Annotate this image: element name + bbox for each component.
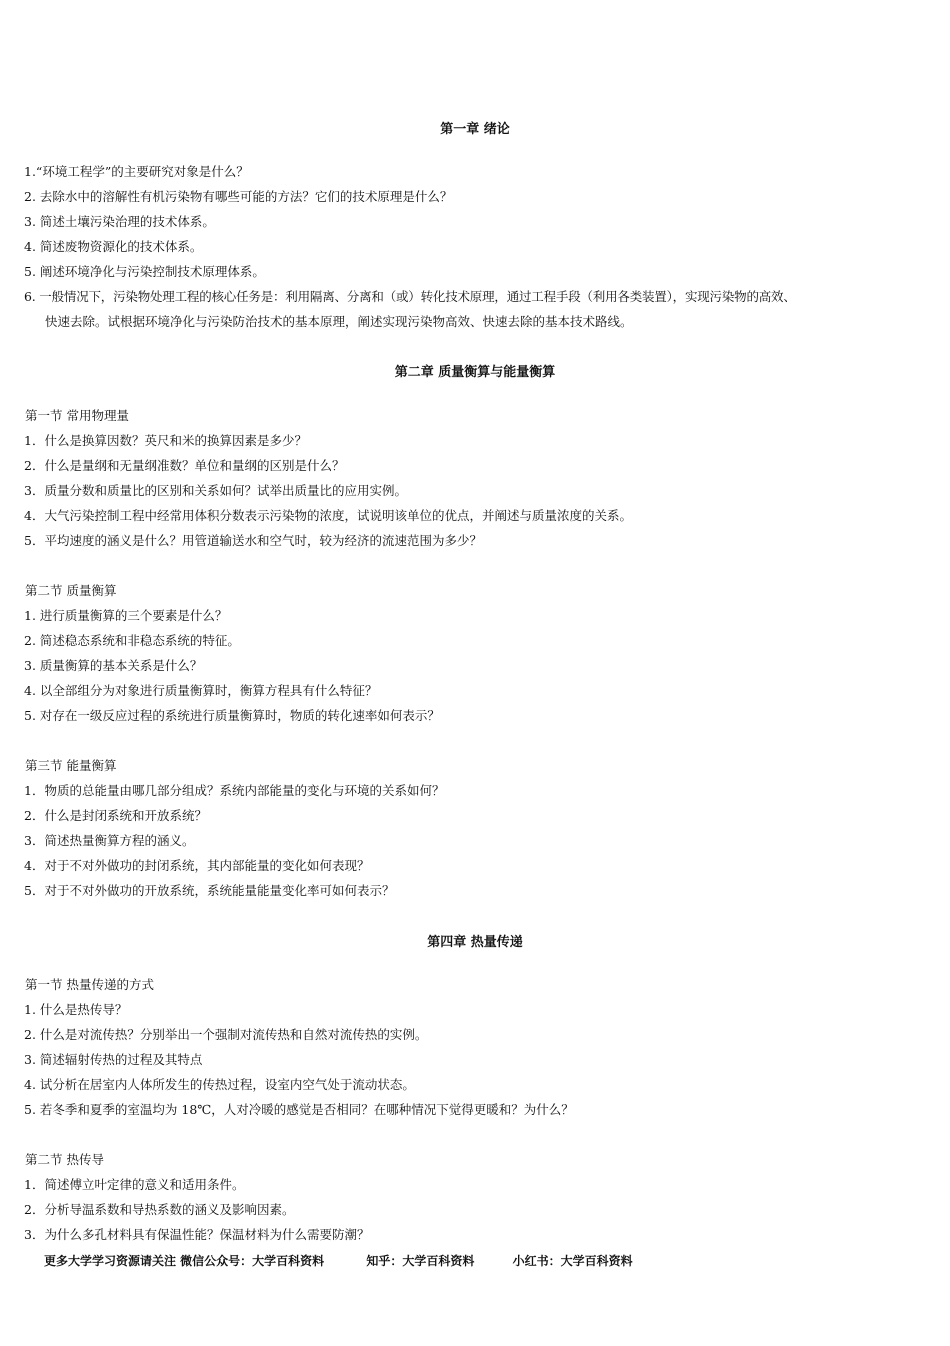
question-item: 3．质量分数和质量比的区别和关系如何？试举出质量比的应用实例。	[24, 483, 407, 498]
question-item: 2. 简述稳态系统和非稳态系统的特征。	[24, 633, 240, 648]
question-item: 1. 进行质量衡算的三个要素是什么？	[24, 608, 228, 623]
question-item: 3. 质量衡算的基本关系是什么？	[24, 658, 203, 673]
question-item: 2. 去除水中的溶解性有机污染物有哪些可能的方法？它们的技术原理是什么？	[24, 189, 453, 204]
question-item: 2．什么是封闭系统和开放系统？	[24, 808, 207, 823]
section-title: 第三节 能量衡算	[25, 758, 117, 773]
footer-wechat: 更多大学学习资源请关注 微信公众号：大学百科资料	[44, 1254, 325, 1268]
chapter-title: 第四章 热量传递	[427, 935, 523, 950]
chapter-title: 第二章 质量衡算与能量衡算	[394, 365, 556, 380]
question-item-continued: 快速去除。试根据环境净化与污染防治技术的基本原理，阐述实现污染物高效、快速去除的基本技术路线。	[45, 314, 633, 329]
section-title: 第一节 热量传递的方式	[25, 977, 154, 992]
question-item: 3. 简述土壤污染治理的技术体系。	[24, 214, 215, 229]
footer-zhihu: 知乎：大学百科资料	[366, 1254, 475, 1268]
question-item: 5．对于不对外做功的开放系统，系统能量能量变化率可如何表示？	[24, 883, 395, 898]
question-item: 5. 对存在一级反应过程的系统进行质量衡算时，物质的转化速率如何表示？	[24, 708, 440, 723]
question-item: 3. 简述辐射传热的过程及其特点	[24, 1052, 203, 1067]
question-item: 5. 若冬季和夏季的室温均为 18℃，人对冷暖的感觉是否相同？在哪种情况下觉得更暖和？为什么？	[24, 1102, 574, 1117]
question-item: 5．平均速度的涵义是什么？用管道输送水和空气时，较为经济的流速范围为多少？	[24, 533, 482, 548]
question-item: 4．大气污染控制工程中经常用体积分数表示污染物的浓度，试说明该单位的优点，并阐述与质量浓度的关系。	[24, 508, 632, 523]
question-item: 4. 试分析在居室内人体所发生的传热过程，设室内空气处于流动状态。	[24, 1077, 415, 1092]
question-item: 5. 阐述环境净化与污染控制技术原理体系。	[24, 264, 265, 279]
chapter-title: 第一章 绪论	[440, 122, 510, 137]
question-item: 1．物质的总能量由哪几部分组成？系统内部能量的变化与环境的关系如何？	[24, 783, 445, 798]
question-item: 6. 一般情况下，污染物处理工程的核心任务是：利用隔离、分离和（或）转化技术原理，通过工程手段（利用各类装置），实现污染物的高效、	[24, 289, 796, 304]
question-item: 4．对于不对外做功的封闭系统，其内部能量的变化如何表现？	[24, 858, 370, 873]
question-item: 2．什么是量纲和无量纲准数？单位和量纲的区别是什么？	[24, 458, 345, 473]
section-title: 第二节 热传导	[25, 1152, 104, 1167]
question-item: 2．分析导温系数和导热系数的涵义及影响因素。	[24, 1202, 295, 1217]
question-item: 1．什么是换算因数？英尺和米的换算因素是多少？	[24, 433, 307, 448]
section-title: 第二节 质量衡算	[25, 583, 117, 598]
section-title: 第一节 常用物理量	[25, 408, 129, 423]
question-item: 4. 简述废物资源化的技术体系。	[24, 239, 203, 254]
footer-xiaohongshu: 小红书：大学百科资料	[512, 1254, 633, 1268]
question-item: 2. 什么是对流传热？分别举出一个强制对流传热和自然对流传热的实例。	[24, 1027, 428, 1042]
question-item: 1.“环境工程学”的主要研究对象是什么？	[24, 164, 249, 179]
question-item: 4. 以全部组分为对象进行质量衡算时，衡算方程具有什么特征？	[24, 683, 378, 698]
footer-promo	[44, 1252, 633, 1269]
question-item: 1．简述傅立叶定律的意义和适用条件。	[24, 1177, 245, 1192]
question-item: 3．为什么多孔材料具有保温性能？保温材料为什么需要防潮？	[24, 1227, 370, 1242]
question-item: 3．简述热量衡算方程的涵义。	[24, 833, 195, 848]
question-item: 1. 什么是热传导？	[24, 1002, 128, 1017]
